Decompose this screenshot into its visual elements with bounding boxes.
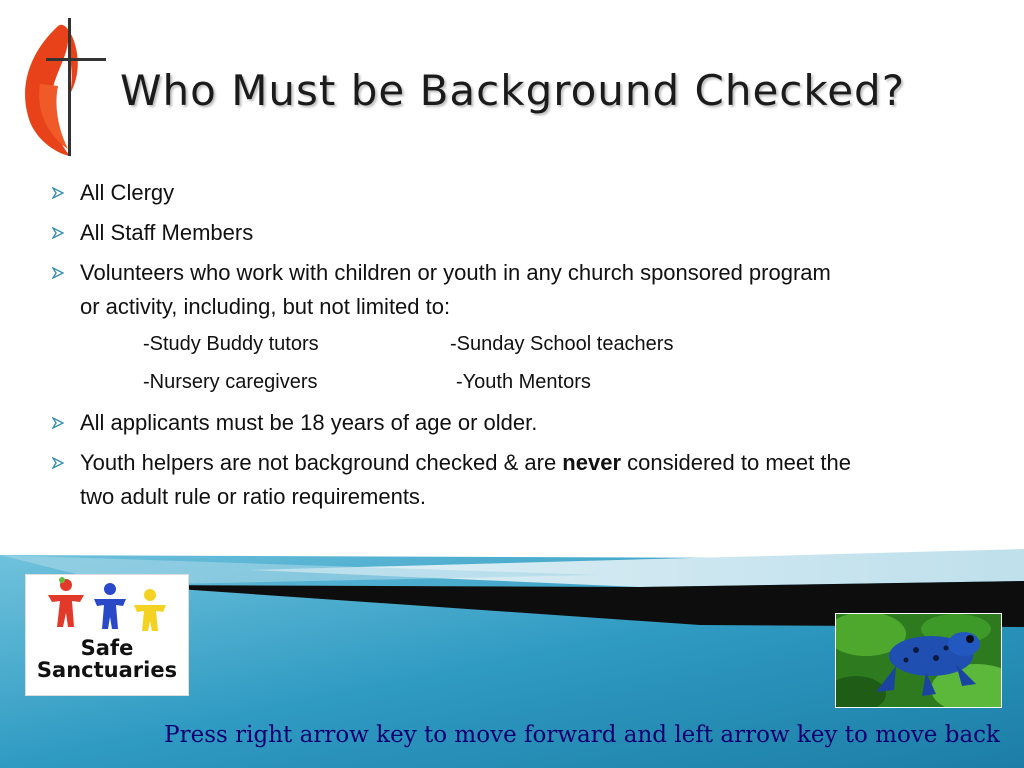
bullet-text-continued: two adult rule or ratio requirements. (80, 484, 427, 509)
bullet-text-end: considered to meet the (621, 450, 851, 475)
children-figures-icon (26, 575, 188, 635)
safe-sanctuaries-text (26, 637, 188, 681)
example-item: -Study Buddy tutors (143, 333, 319, 355)
arrowhead-bullet-icon (52, 457, 64, 469)
bullet-text: Volunteers who work with children or youth in any church sponsored program (80, 260, 831, 285)
arrowhead-bullet-icon (52, 267, 64, 279)
emphasis-never: never (562, 450, 622, 475)
logo-text-line1: Safe (80, 636, 134, 660)
example-item: -Youth Mentors (456, 371, 591, 393)
bullet-text: All Staff Members (80, 220, 254, 245)
safe-sanctuaries-logo (25, 574, 189, 696)
bullet-text-continued: or activity, including, but not limited to: (80, 294, 451, 319)
bullet-text: All Clergy (80, 180, 175, 205)
bullet-text (80, 446, 851, 480)
logo-text-line2: Sanctuaries (36, 658, 178, 682)
blue-frog-photo (835, 613, 1002, 708)
slide-title: Who Must be Background Checked? (120, 66, 906, 115)
example-item: -Nursery caregivers (143, 371, 318, 393)
bullet-text: All applicants must be 18 years of age or older. (80, 410, 538, 435)
cross-and-flame-icon (18, 14, 113, 159)
arrowhead-bullet-icon (52, 227, 64, 239)
navigation-instructions: Press right arrow key to move forward and left arrow key to move back (164, 722, 1000, 748)
arrowhead-bullet-icon (52, 417, 64, 429)
arrowhead-bullet-icon (52, 187, 64, 199)
example-item: -Sunday School teachers (450, 333, 674, 355)
bullet-text-start: Youth helpers are not background checked & are (80, 450, 563, 475)
